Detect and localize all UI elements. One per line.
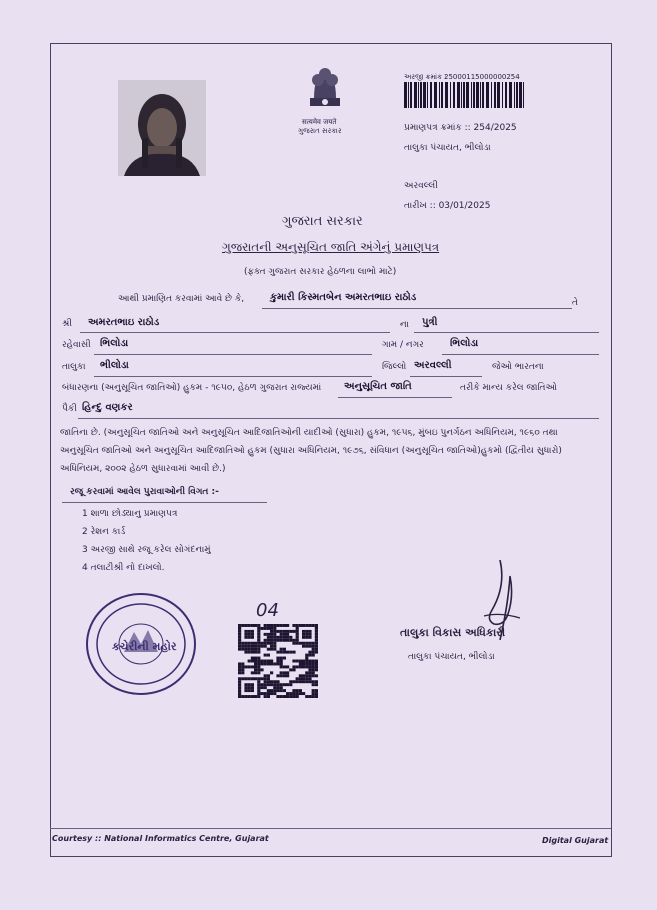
- application-number-label: અરજી ક્રમાંક :: [404, 73, 447, 81]
- application-number: 25000115000000254: [444, 73, 520, 81]
- emblem-motto: सत्यमेव जयते: [302, 118, 337, 126]
- sub-caste-value: હિન્દુ વણકર: [82, 402, 133, 413]
- village-label: ગામ / નગર: [382, 340, 424, 350]
- document-item: 2 રેશન કાર્ડ: [82, 527, 126, 537]
- district-underline: [410, 376, 482, 377]
- category-value: અનુસૂચિત જાતિ: [344, 381, 412, 392]
- officer-office: તાલુકા પંચાયત, ભીલોડા: [408, 652, 495, 662]
- certificate-note: (ફક્ત ગુજરાત સરકાર હેઠળના લાભો માટે): [244, 267, 397, 277]
- relation-value: પુત્રી: [422, 317, 438, 328]
- government-title: ગુજરાત સરકાર: [282, 214, 363, 229]
- applicant-photo: [118, 80, 206, 176]
- document-item: 4 તલાટીશ્રી નો દાખલો.: [82, 563, 165, 573]
- village-underline: [442, 354, 599, 355]
- na-label: ના: [400, 320, 409, 330]
- father-name: અમરતભાઇ રાઠોડ: [88, 317, 160, 328]
- emblem-caption: ગુજરાત સરકાર: [298, 127, 342, 135]
- documents-heading: રજૂ કરવામાં આવેલ પુરાવાઓની વિગત :-: [70, 487, 219, 497]
- issuing-office: તાલુકા પંચાયત, ભીલોડા: [404, 143, 491, 153]
- applicant-name: કુમારી કિસ્મતબેન અમરતભાઇ રાઠોડ: [270, 292, 417, 303]
- brand-text: Digital Gujarat: [542, 836, 609, 845]
- shri-label: શ્રી: [62, 319, 72, 329]
- district-label: જિલ્લો: [382, 362, 407, 372]
- courtesy-text: Courtesy :: National Informatics Centre, Gujarat: [52, 834, 269, 843]
- state-emblem-icon: [296, 58, 354, 118]
- header-district: અરવલ્લી: [404, 181, 438, 191]
- resident-value: ભિલોડા: [100, 338, 129, 349]
- documents-heading-underline: [62, 502, 267, 503]
- category-underline: [338, 397, 452, 398]
- resident-underline: [94, 354, 372, 355]
- taluka-label: તાલુકા: [62, 362, 86, 372]
- issue-date: તારીખ :: 03/01/2025: [404, 201, 491, 211]
- document-item: 1 શાળા છોડ્યાનુ પ્રમાણપત્ર: [82, 509, 178, 519]
- resident-label: રહેવાસી: [62, 340, 91, 350]
- taluka-underline: [94, 376, 372, 377]
- legal-paragraph-line-1: જાતિના છે. (અનુસૂચિત જાતિઓ અને અનુસૂચિત આદિજાતિઓની યાદીઓ (સુધારા) હુકમ, ૧૯૫૬, મુંબઇ પુનર્ગઠન અધિનિયમ, ૧૯૬૦ તથા: [60, 428, 558, 438]
- barcode: [402, 82, 526, 108]
- father-underline: [80, 332, 390, 333]
- certify-label: આથી પ્રમાણિત કરવામાં આવે છે કે,: [118, 294, 245, 304]
- sub-caste-label: પૈકી: [62, 404, 77, 414]
- officer-title: તાલુકા વિકાસ અધિકારી: [400, 626, 506, 639]
- handwritten-number: 04: [256, 600, 279, 621]
- te-label: તે: [572, 298, 578, 308]
- constitution-text: જેઓ ભારતના: [492, 362, 544, 372]
- relation-underline: [414, 332, 599, 333]
- certificate-number: પ્રમાણપત્ર ક્રમાંક :: 254/2025: [404, 123, 517, 133]
- taluka-value: ભીલોડા: [100, 360, 129, 371]
- certificate-title: ગુજરાતની અનુસૂચિત જાતિ અંગેનું પ્રમાણપત્ર: [222, 240, 440, 254]
- district-value: અરવલ્લી: [414, 360, 452, 371]
- sub-caste-underline: [78, 418, 599, 419]
- qr-code: [238, 624, 318, 698]
- name-underline: [262, 308, 572, 309]
- village-value: ભિલોડા: [450, 338, 479, 349]
- document-item: 3 અરજી સાથે રજૂ કરેલ સોગંદનામું: [82, 545, 211, 555]
- seal-text: કચેરીની મહોર: [112, 640, 177, 653]
- legal-paragraph-line-3: અધિનિયમ, ૨૦૦૨ હેઠળ સુધારવામાં આવી છે.): [60, 464, 226, 474]
- recognized-text: તરીકે માન્ય કરેલ જાતિઓ: [460, 383, 557, 393]
- legal-paragraph-line-2: અનુસૂચિત જાતિઓ અને અનુસૂચિત આદિજાતિઓ હુકમ (સુધારા અધિનિયમ, ૧૯૭૬, સંવિધાન (અનુસૂચિત જાતિઓ)હુકમો (દ્વિતીય સુધારો): [60, 446, 562, 456]
- footer-divider: [50, 828, 611, 829]
- order-text: બંધારણના (અનુસૂચિત જાતિઓ) હુકમ - ૧૯૫૦, હેઠળ ગુજરાત રાજ્યમાં: [62, 383, 322, 393]
